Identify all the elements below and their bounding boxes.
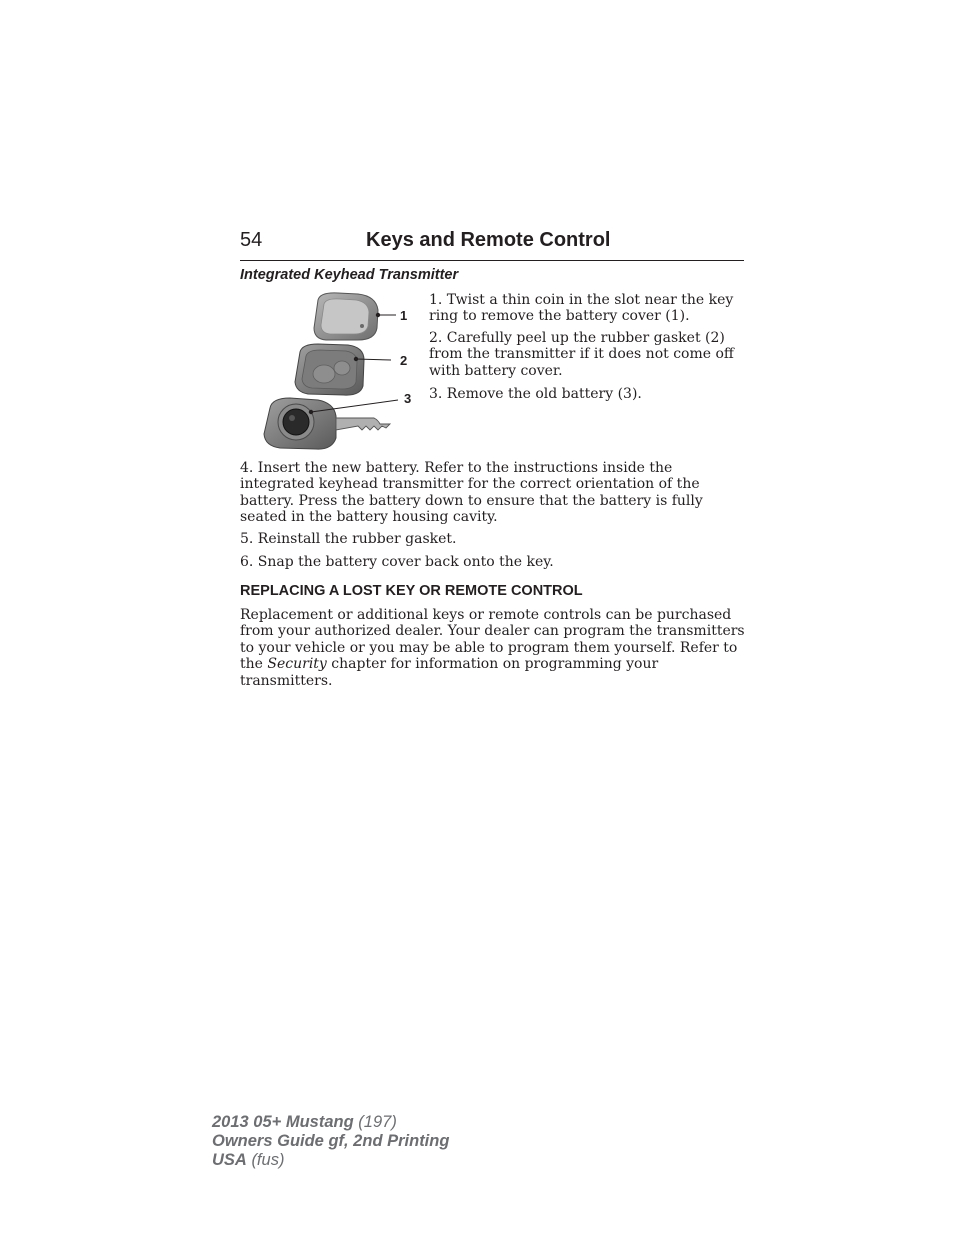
- keyhead-with-battery-part: [264, 398, 390, 449]
- step-3: 3. Remove the old battery (3).: [429, 386, 642, 402]
- section-heading: REPLACING A LOST KEY OR REMOTE CONTROL: [240, 583, 583, 599]
- security-chapter-reference: Security: [267, 656, 327, 673]
- callout-1-label: 1: [400, 308, 408, 323]
- section-body-text: Replacement or additional keys or remote controls can be purchased from your authorized dealer. Your dealer can program the transmitters to your vehicle or you may be able to program them yourself. Refer to the: [240, 607, 745, 673]
- section-body-text-end: chapter for information on programming your transmitters.: [240, 656, 659, 689]
- footer-code: (197): [358, 1113, 397, 1131]
- section-body: [240, 607, 746, 689]
- rubber-gasket-part: [295, 344, 364, 395]
- footer-guide: Owners Guide gf, 2nd Printing: [212, 1132, 450, 1150]
- callout-3-dot: [309, 410, 313, 414]
- chapter-title: Keys and Remote Control: [366, 229, 611, 251]
- callout-2-label: 2: [400, 353, 408, 368]
- footer-model: 2013 05+ Mustang: [212, 1113, 354, 1131]
- footer-market-code: (fus): [251, 1151, 285, 1169]
- subheading: Integrated Keyhead Transmitter: [240, 267, 459, 283]
- callout-3-label: 3: [404, 391, 412, 406]
- battery-cover-part: [314, 293, 378, 340]
- footer: [212, 1113, 449, 1170]
- step-4: 4. Insert the new battery. Refer to the instructions inside the integrated keyhead transmitter for the correct orientation of the battery. Press the battery down to ensure that the battery is fully seated in the battery housing cavity.: [240, 460, 703, 526]
- page-number: 54: [240, 229, 263, 251]
- step-2: 2. Carefully peel up the rubber gasket (2) from the transmitter if it does not come off with battery cover.: [429, 330, 734, 379]
- page-header: [240, 228, 744, 261]
- footer-line-3: [212, 1151, 449, 1170]
- callout-1-dot: [376, 313, 380, 317]
- step-5: 5. Reinstall the rubber gasket.: [240, 531, 457, 547]
- callout-2-dot: [354, 357, 358, 361]
- keyhead-transmitter-figure: [258, 290, 418, 454]
- keyhead-illustration: [258, 290, 418, 454]
- footer-market: USA: [212, 1151, 247, 1169]
- footer-line-2: [212, 1132, 449, 1151]
- step-6: 6. Snap the battery cover back onto the key.: [240, 554, 554, 570]
- step-1: 1. Twist a thin coin in the slot near the key ring to remove the battery cover (1).: [429, 292, 734, 325]
- footer-line-1: [212, 1113, 449, 1132]
